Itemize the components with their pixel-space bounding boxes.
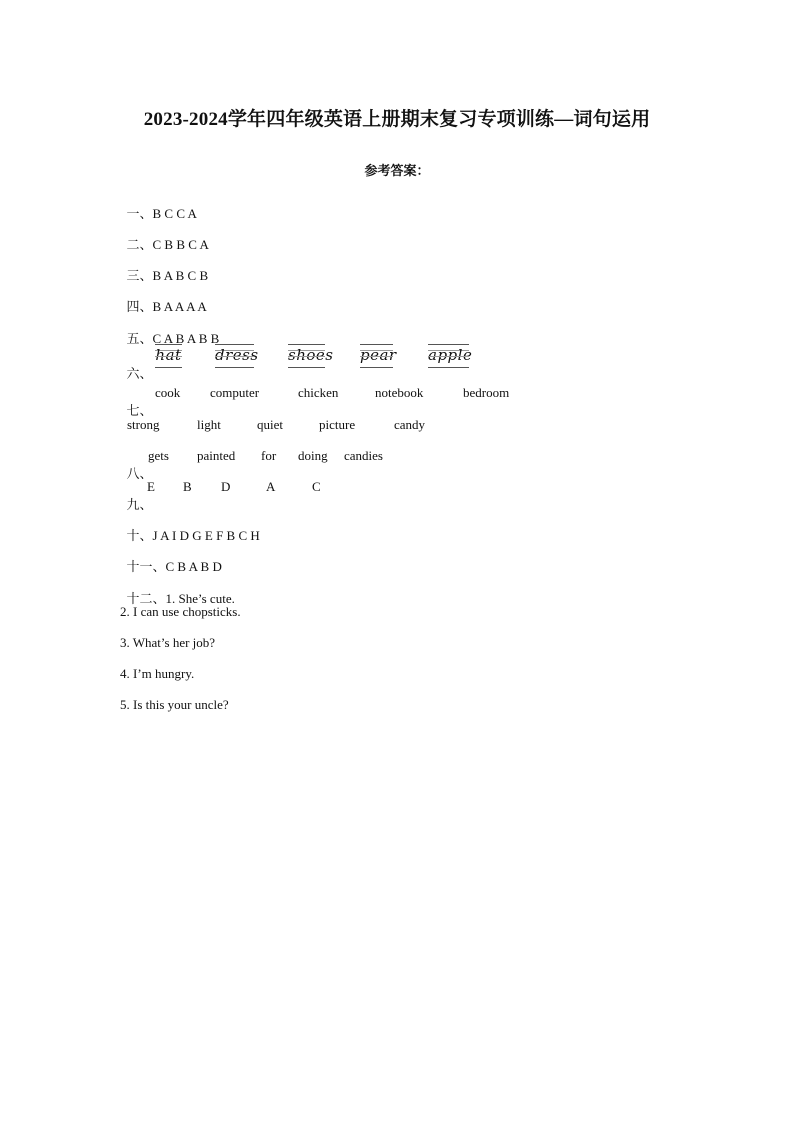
- answer-line-6: [120, 347, 153, 383]
- answer-text: C B A B D: [165, 559, 222, 574]
- handwriting-grid: [215, 344, 259, 368]
- answer-word: bedroom: [463, 385, 510, 400]
- section-label: 十二、: [126, 591, 166, 606]
- answer-word: candy: [394, 417, 426, 432]
- answer-word: picture: [319, 417, 356, 432]
- answer-text: B C C A: [152, 206, 197, 221]
- section-label: 三、: [126, 268, 153, 283]
- answer-word: doing: [298, 448, 328, 463]
- handwritten-word: dress: [215, 346, 259, 364]
- sentence-answer: 4. I’m hungry.: [120, 666, 195, 681]
- answer-letter: C: [312, 479, 321, 494]
- handwritten-word: hat: [155, 346, 182, 364]
- handwritten-word: pear: [360, 346, 397, 364]
- answer-text: J A I D G E F B C H: [152, 528, 260, 543]
- answer-letter: A: [266, 479, 276, 494]
- document-title: 2023-2024学年四年级英语上册期末复习专项训练—词句运用: [143, 109, 651, 130]
- answer-word: candies: [344, 448, 383, 463]
- section-label: 四、: [126, 299, 153, 314]
- section-label: 九、: [126, 497, 153, 512]
- answer-text: C A B A B B: [152, 331, 220, 346]
- answer-line-7: [120, 384, 153, 420]
- answer-key-heading: 参考答案：: [364, 163, 430, 178]
- answer-line-4: [120, 280, 207, 316]
- handwriting-grid: [155, 344, 182, 368]
- answer-text: B A B C B: [152, 268, 209, 283]
- answer-word: light: [197, 417, 221, 432]
- sentence-answer: 5. Is this your uncle?: [120, 697, 229, 712]
- sentence-answer: 2. I can use chopsticks.: [120, 604, 241, 619]
- handwritten-word: shoes: [288, 346, 334, 364]
- answer-line-11: [120, 540, 222, 576]
- section-label: 二、: [126, 237, 153, 252]
- section-label: 十一、: [126, 559, 166, 574]
- answer-word: notebook: [375, 385, 424, 400]
- answer-word: for: [261, 448, 277, 463]
- section-label: 七、: [126, 403, 153, 418]
- handwritten-word: apple: [428, 346, 473, 364]
- handwriting-grid: [360, 344, 397, 368]
- answer-letter: D: [221, 479, 231, 494]
- answer-word: cook: [155, 385, 181, 400]
- section-label: 六、: [126, 366, 153, 381]
- section-label: 五、: [126, 331, 153, 346]
- answer-text: C B B C A: [152, 237, 209, 252]
- answer-word: computer: [210, 385, 260, 400]
- answer-word: chicken: [298, 385, 339, 400]
- section-label: 八、: [126, 466, 153, 481]
- handwriting-grid: [428, 344, 473, 368]
- answer-text: B A A A A: [152, 299, 207, 314]
- sentence-answer: 1. She’s cute.: [165, 591, 235, 606]
- answer-letter: E: [147, 479, 155, 494]
- section-label: 一、: [126, 206, 153, 221]
- sentence-answer: 3. What’s her job?: [120, 635, 216, 650]
- answer-line-5: [120, 312, 219, 348]
- handwriting-grid: [288, 344, 334, 368]
- section-label: 十、: [126, 528, 153, 543]
- answer-word: painted: [197, 448, 236, 463]
- answer-word: gets: [148, 448, 169, 463]
- answer-word: quiet: [257, 417, 283, 432]
- answer-letter: B: [183, 479, 192, 494]
- answer-word: strong: [127, 417, 160, 432]
